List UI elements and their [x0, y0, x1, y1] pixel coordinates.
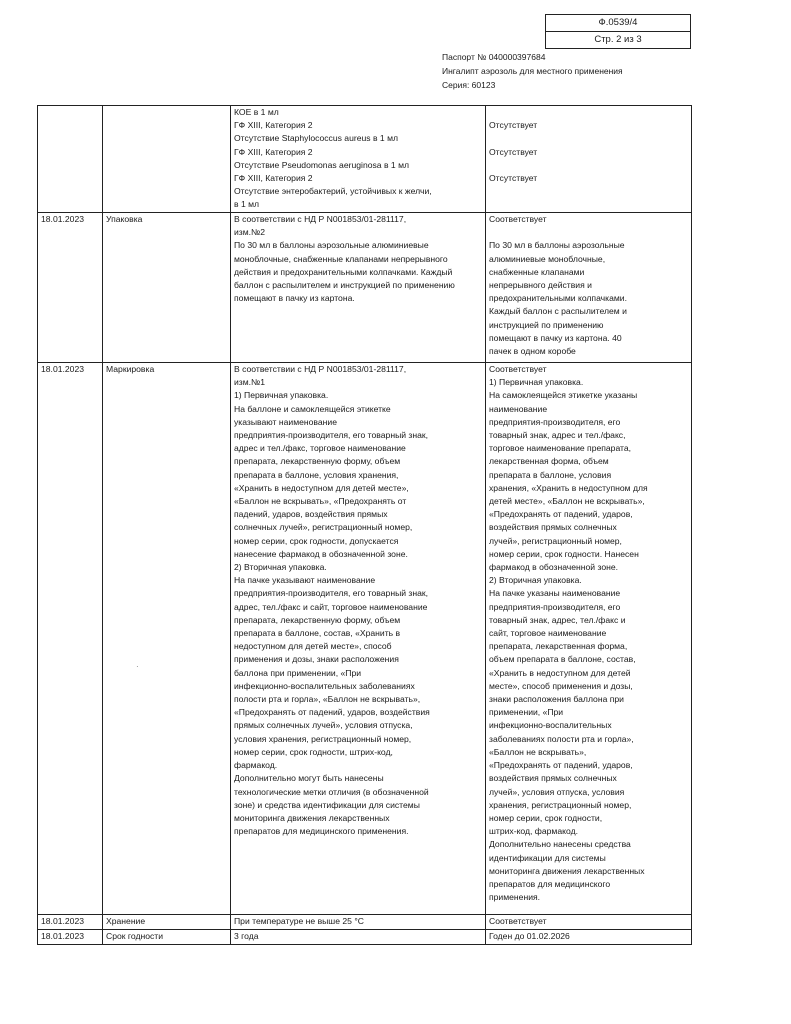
date-cell: 18.01.2023	[38, 363, 103, 915]
result-cell: Соответствует По 30 мл в баллоны аэрозольные алюминиевые моноблочные, снабженные клапанами непрерывного действия и предохранительными колпачками. Каждый баллон с распылителем и инструкцией по применению помещают в пачку из картона. 40 пачек в одном коробе	[486, 213, 692, 363]
indicator-cell: Маркировка	[103, 363, 231, 915]
result-cell: Соответствует	[486, 915, 692, 930]
date-cell: 18.01.2023	[38, 915, 103, 930]
date-cell	[38, 106, 103, 213]
indicator-cell: Хранение	[103, 915, 231, 930]
passport-number: Паспорт № 040000397684	[442, 52, 546, 62]
series-number: Серия: 60123	[442, 80, 496, 90]
norm-cell: При температуре не выше 25 °С	[231, 915, 486, 930]
form-code-box	[545, 14, 691, 49]
indicator-cell: Срок годности	[103, 930, 231, 945]
scan-speck: ·	[136, 662, 139, 671]
table-row	[38, 363, 692, 915]
table-row	[38, 915, 692, 930]
norm-cell: 3 года	[231, 930, 486, 945]
product-name: Ингалипт аэрозоль для местного применения	[442, 66, 623, 76]
result-cell: Соответствует 1) Первичная упаковка. На самоклеящейся этикетке указаны наименование предприятия-производителя, его товарный знак, адрес и тел./факс, торговое наименование препарата, лекарственная форма, объем препарата в баллоне, условия хранения, «Хранить в недоступном для детей месте», «Баллон не вскрывать», «Предохранять от падений, ударов, воздействия прямых солнечных лучей», регистрационный номер, номер серии, срок годности. Нанесен фармакод в обозначенной зоне. 2) Вторичная упаковка. На пачке указаны наименование предприятия-производителя, его товарный знак, адрес, тел./факс и сайт, торговое наименование препарата, лекарственная форма, объем препарата в баллоне, состав, «Хранить в недоступном для детей месте», способ применения и дозы, знаки расположения баллона при применении, «При инфекционно-воспалительных заболеваниях полости рта и горла», «Баллон не вскрывать», «Предохранять от падений, ударов, воздействия прямых солнечных лучей», условия отпуска, условия хранения, регистрационный номер, номер серии, срок годности, штрих-код, фармакод. Дополнительно нанесены средства идентификации для системы мониторинга движения лекарственных препаратов для медицинского применения.	[486, 363, 692, 915]
document-header	[442, 50, 623, 92]
norm-cell: КОЕ в 1 мл ГФ XIII, Категория 2 Отсутствие Staphylococcus aureus в 1 мл ГФ XIII, Категория 2 Отсутствие Pseudomonas aeruginosa в 1 мл ГФ XIII, Категория 2 Отсутствие энтеробактерий, устойчивых к желчи, в 1 мл	[231, 106, 486, 213]
indicator-cell	[103, 106, 231, 213]
form-code: Ф.0539/4	[598, 17, 638, 28]
page-counter: Стр. 2 из 3	[546, 31, 690, 48]
result-cell: Отсутствует Отсутствует Отсутствует	[486, 106, 692, 213]
table-row	[38, 930, 692, 945]
norm-cell: В соответствии с НД Р N001853/01-281117, изм.№1 1) Первичная упаковка. На баллоне и самоклеящейся этикетке указывают наименование предприятия-производителя, его товарный знак, адрес и тел./факс, торговое наименование препарата, лекарственную форму, объем препарата в баллоне, условия хранения, «Хранить в недоступном для детей месте», «Баллон не вскрывать», «Предохранять от падений, ударов, воздействия прямых солнечных лучей», регистрационный номер, номер серии, срок годности, допускается нанесение фармакод в обозначенной зоне. 2) Вторичная упаковка. На пачке указывают наименование предприятия-производителя, его товарный знак, адрес, тел./факс и сайт, торговое наименование препарата, лекарственную форму, объем препарата в баллоне, состав, «Хранить в недоступном для детей месте», способ применения и дозы, знаки расположения баллона при применении, «При инфекционно-воспалительных заболеваниях полости рта и горла», «Баллон не вскрывать», «Предохранять от падений, ударов, воздействия прямых солнечных лучей», условия отпуска, условия хранения, регистрационный номер, номер серии, срок годности, штрих-код, фармакод. Дополнительно могут быть нанесены технологические метки отличия (в обозначенной зоне) и средства идентификации для системы мониторинга движения лекарственных препаратов для медицинского применения.	[231, 363, 486, 915]
indicator-cell: Упаковка	[103, 213, 231, 363]
norm-cell: В соответствии с НД Р N001853/01-281117, изм.№2 По 30 мл в баллоны аэрозольные алюминиевые моноблочные, снабженные клапанами непрерывного действия и предохранительными колпачками. Каждый баллон с распылителем и инструкцией по применению помещают в пачку из картона.	[231, 213, 486, 363]
date-cell: 18.01.2023	[38, 930, 103, 945]
table-row	[38, 106, 692, 213]
analysis-table	[37, 105, 692, 945]
table-row	[38, 213, 692, 363]
result-cell: Годен до 01.02.2026	[486, 930, 692, 945]
date-cell: 18.01.2023	[38, 213, 103, 363]
